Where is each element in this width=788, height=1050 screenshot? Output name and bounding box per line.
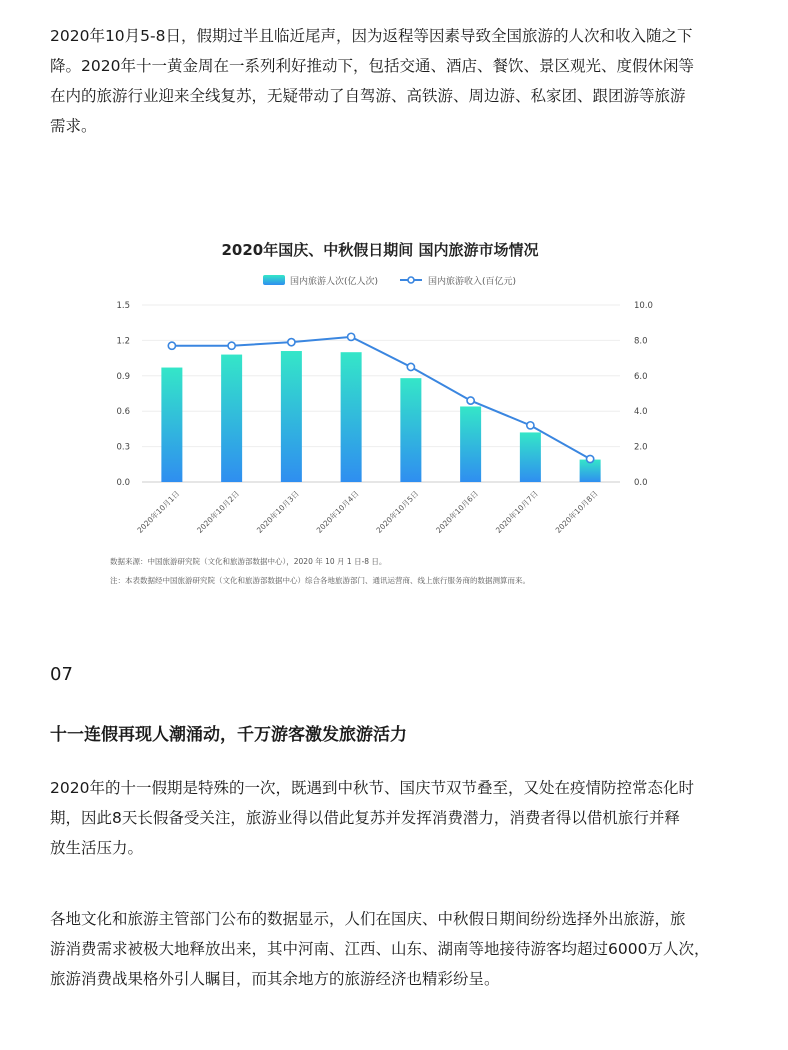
paragraph-line: 在内的旅游行业迎来全线复苏，无疑带动了自驾游、高铁游、周边游、私家团、跟团游等旅游: [50, 87, 686, 105]
bar: [281, 351, 302, 482]
legend-bar-label: 国内旅游人次(亿人次): [290, 277, 379, 287]
left-tick-label: 1.5: [116, 301, 130, 311]
left-tick-label: 1.2: [116, 336, 130, 347]
x-tick-label: 2020年10月8日: [553, 489, 600, 535]
legend-line-label: 国内旅游收入(百亿元): [428, 277, 517, 287]
left-tick-label: 0.0: [116, 478, 130, 488]
line-point: [168, 342, 175, 349]
right-tick-label: 6.0: [634, 371, 648, 382]
bar-series: [161, 351, 600, 482]
bar: [161, 368, 182, 482]
left-axis: [116, 301, 130, 488]
line-point: [527, 422, 534, 429]
line-point: [348, 333, 355, 340]
paragraph-line: 降。2020年十一黄金周在一系列利好推动下，包括交通、酒店、餐饮、景区观光、度假休闲等: [50, 57, 694, 75]
right-tick-label: 4.0: [634, 407, 648, 418]
chart-footnote: 注：本表数据经中国旅游研究院（文化和旅游部数据中心）综合各地旅游部门、通讯运营商、线上旅行服务商的数据测算而来。: [110, 576, 530, 585]
x-tick-label: 2020年10月7日: [493, 489, 540, 535]
legend-bar-swatch: [263, 275, 285, 285]
right-tick-label: 8.0: [634, 336, 648, 347]
paragraph-line: 旅游消费战果格外引人瞩目，而其余地方的旅游经济也精彩纷呈。: [50, 970, 500, 988]
bar: [221, 355, 242, 482]
chart-title: 2020年国庆、中秋假日期间 国内旅游市场情况: [221, 241, 539, 259]
paragraph-2: [50, 773, 750, 863]
right-tick-label: 2.0: [634, 442, 648, 453]
section-number: 07: [50, 664, 73, 685]
left-tick-label: 0.3: [116, 442, 130, 453]
line-point: [288, 339, 295, 346]
right-tick-label: 10.0: [634, 301, 653, 311]
bar: [460, 406, 481, 482]
x-tick-label: 2020年10月4日: [314, 489, 361, 535]
paragraph-line: 游消费需求被极大地释放出来，其中河南、江西、山东、湖南等地接待游客均超过6000万人次，: [50, 940, 710, 958]
paragraph-3: [50, 904, 750, 994]
line-point: [228, 342, 235, 349]
paragraph-line: 放生活压力。: [50, 839, 144, 857]
left-tick-label: 0.9: [116, 371, 130, 382]
paragraph-line: 期，因此8天长假备受关注，旅游业得以借此复苏并发挥消费潜力，消费者得以借机旅行并释: [50, 809, 680, 827]
paragraph-line: 2020年的十一假期是特殊的一次，既遇到中秋节、国庆节双节叠至，又处在疫情防控常态化时: [50, 779, 694, 797]
x-tick-label: 2020年10月1日: [135, 489, 182, 535]
paragraph-line: 2020年10月5-8日，假期过半且临近尾声，因为返程等因素导致全国旅游的人次和收入随之下: [50, 27, 693, 45]
bar: [520, 432, 541, 482]
right-axis: [634, 301, 653, 488]
section-title: 十一连假再现人潮涌动，千万游客激发旅游活力: [50, 725, 407, 745]
right-tick-label: 0.0: [634, 478, 648, 488]
line-point: [587, 455, 594, 462]
x-tick-label: 2020年10月6日: [434, 489, 481, 535]
legend-line-marker: [408, 277, 414, 283]
line-point: [467, 397, 474, 404]
paragraph-line: 各地文化和旅游主管部门公布的数据显示，人们在国庆、中秋假日期间纷纷选择外出旅游，旅: [50, 910, 686, 928]
chart-legend: [263, 275, 516, 287]
tourism-chart: [100, 225, 660, 595]
intro-paragraph: [50, 21, 750, 141]
x-axis-labels: [135, 488, 600, 535]
bar: [341, 352, 362, 482]
grid-lines: [142, 305, 620, 482]
bar: [400, 378, 421, 482]
chart-source-note: 数据来源：中国旅游研究院（文化和旅游部数据中心），2020 年 10 月 1 日-8 日。: [110, 557, 387, 566]
left-tick-label: 0.6: [116, 407, 130, 418]
x-tick-label: 2020年10月2日: [195, 489, 242, 535]
paragraph-line: 需求。: [50, 117, 97, 135]
x-tick-label: 2020年10月3日: [254, 489, 301, 535]
line-point: [407, 363, 414, 370]
x-tick-label: 2020年10月5日: [374, 489, 421, 535]
